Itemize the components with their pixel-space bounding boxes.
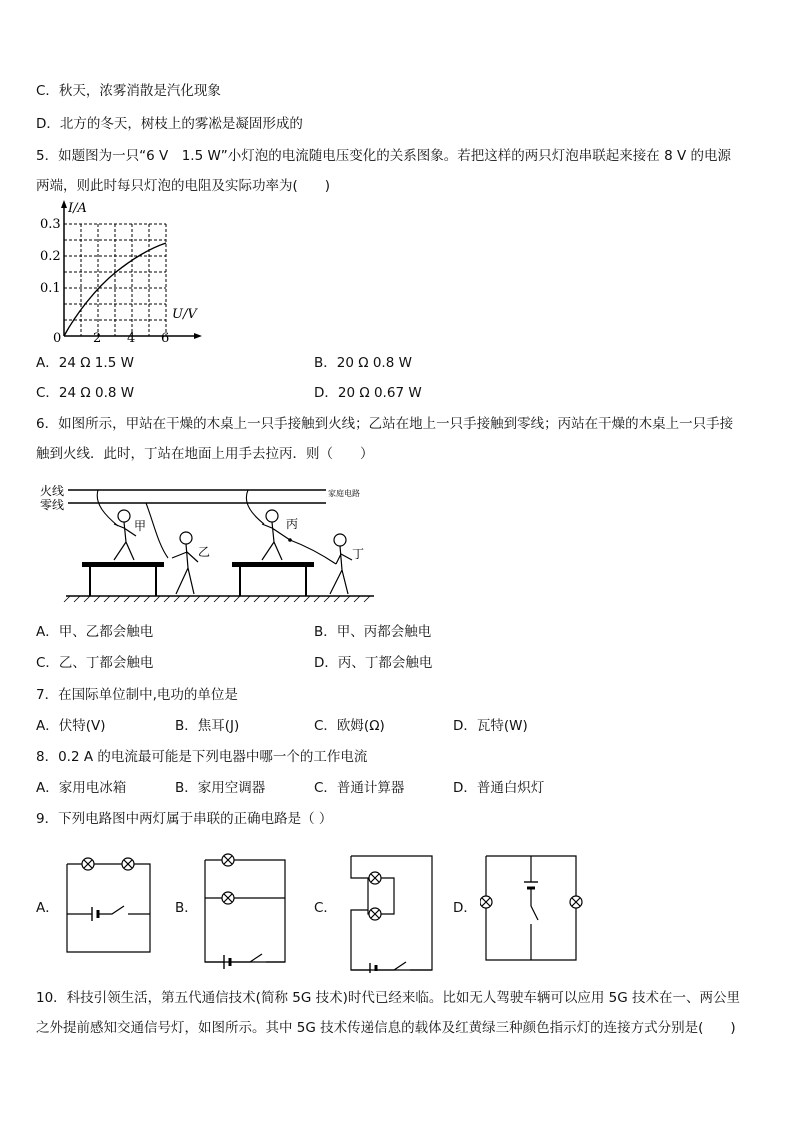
option-c-previous-question: C．秋天，浓雾消散是汽化现象 xyxy=(36,83,221,99)
q5-x-tick-2: 2 xyxy=(93,331,102,344)
q5-option-b[interactable]: B．20 Ω 0.8 W xyxy=(314,355,412,371)
question-6-text-line2: 触到火线．此时，丁站在地面上用手去拉丙．则（ ） xyxy=(36,446,374,462)
q9-option-b-label[interactable]: B． xyxy=(175,900,198,916)
q9-circuit-c xyxy=(346,852,438,974)
q6-label-ding: 丁 xyxy=(352,547,365,561)
question-5-text-line2: 两端，则此时每只灯泡的电阻及实际功率为( ) xyxy=(36,178,331,194)
q6-person-yi xyxy=(172,532,198,594)
q8-option-b[interactable]: B．家用空调器 xyxy=(175,780,266,796)
question-6-text-line1: 6．如图所示，甲站在干燥的木桌上一只手接触到火线；乙站在地上一只手接触到零线；丙站在干燥的木桌上一只手接 xyxy=(36,416,734,432)
q5-y-arrow xyxy=(61,200,67,208)
q6-option-b[interactable]: B．甲、丙都会触电 xyxy=(314,624,432,640)
q6-live-wire-label: 火线 xyxy=(40,484,65,498)
question-10-text-line2: 之外提前感知交通信号灯，如图所示。其中 5G 技术传递信息的载体及红黄绿三种颜色指示灯的连接方式分别是( ) xyxy=(36,1020,736,1036)
q5-y-tick-0.1: 0.1 xyxy=(40,281,61,296)
q6-option-c[interactable]: C．乙、丁都会触电 xyxy=(36,655,154,671)
q5-x-axis-label: U/V xyxy=(172,307,197,322)
q6-table-right xyxy=(232,562,314,567)
q9-option-c-label[interactable]: C． xyxy=(314,900,337,916)
option-d-previous-question: D．北方的冬天，树枝上的雾凇是凝固形成的 xyxy=(36,116,303,132)
q5-x-tick-0: 0 xyxy=(53,331,62,344)
q6-option-d[interactable]: D．丙、丁都会触电 xyxy=(314,655,433,671)
question-10-text-line1: 10．科技引领生活，第五代通信技术(简称 5G 技术)时代已经来临。比如无人驾驶车辆可以应用 5G 技术在一、两公里 xyxy=(36,990,740,1006)
question-9-text: 9．下列电路图中两灯属于串联的正确电路是（ ） xyxy=(36,811,333,827)
question-5-text-line1: 5．如题图为一只“6 V 1.5 W”小灯泡的电流随电压变化的关系图象。若把这样的两只灯泡串联起来接在 8 V 的电源 xyxy=(36,148,731,164)
q5-grid xyxy=(64,224,166,336)
q7-option-a[interactable]: A．伏特(V) xyxy=(36,718,106,734)
q5-y-axis-label: I/A xyxy=(68,201,87,216)
q7-option-d[interactable]: D．瓦特(W) xyxy=(453,718,528,734)
q6-table-left xyxy=(82,562,164,567)
q6-household-circuit-figure xyxy=(36,474,376,608)
q5-x-tick-6: 6 xyxy=(161,331,170,344)
q5-y-tick-0.2: 0.2 xyxy=(40,249,61,264)
q5-option-d[interactable]: D．20 Ω 0.67 W xyxy=(314,385,422,401)
q5-x-arrow xyxy=(194,333,202,339)
q5-y-tick-0.3: 0.3 xyxy=(40,217,61,232)
q6-label-jia: 甲 xyxy=(134,519,147,533)
q5-x-tick-4: 4 xyxy=(127,331,136,344)
q6-option-a[interactable]: A．甲、乙都会触电 xyxy=(36,624,154,640)
q9-circuit-a xyxy=(62,852,154,956)
q6-person-ding xyxy=(330,534,352,594)
q5-option-c[interactable]: C．24 Ω 0.8 W xyxy=(36,385,135,401)
q9-circuit-b xyxy=(200,850,292,970)
q8-option-d[interactable]: D．普通白炽灯 xyxy=(453,780,545,796)
q6-person-jia xyxy=(114,510,136,560)
question-7-text: 7．在国际单位制中,电功的单位是 xyxy=(36,687,238,703)
question-8-text: 8．0.2 A 的电流最可能是下列电器中哪一个的工作电流 xyxy=(36,749,368,765)
q9-option-a-label[interactable]: A． xyxy=(36,900,59,916)
q5-option-a[interactable]: A．24 Ω 1.5 W xyxy=(36,355,134,371)
q8-option-c[interactable]: C．普通计算器 xyxy=(314,780,405,796)
q9-option-d-label[interactable]: D． xyxy=(453,900,477,916)
q6-label-yi: 乙 xyxy=(198,545,211,559)
q6-circuit-tag: 家庭电路 xyxy=(328,489,360,498)
q5-iu-graph xyxy=(36,196,206,344)
q6-label-bing: 丙 xyxy=(286,517,299,531)
q8-option-a[interactable]: A．家用电冰箱 xyxy=(36,780,127,796)
q6-neutral-wire-label: 零线 xyxy=(40,498,65,512)
q7-option-c[interactable]: C．欧姆(Ω) xyxy=(314,718,385,734)
q7-option-b[interactable]: B．焦耳(J) xyxy=(175,718,240,734)
q9-circuit-d xyxy=(480,852,584,964)
